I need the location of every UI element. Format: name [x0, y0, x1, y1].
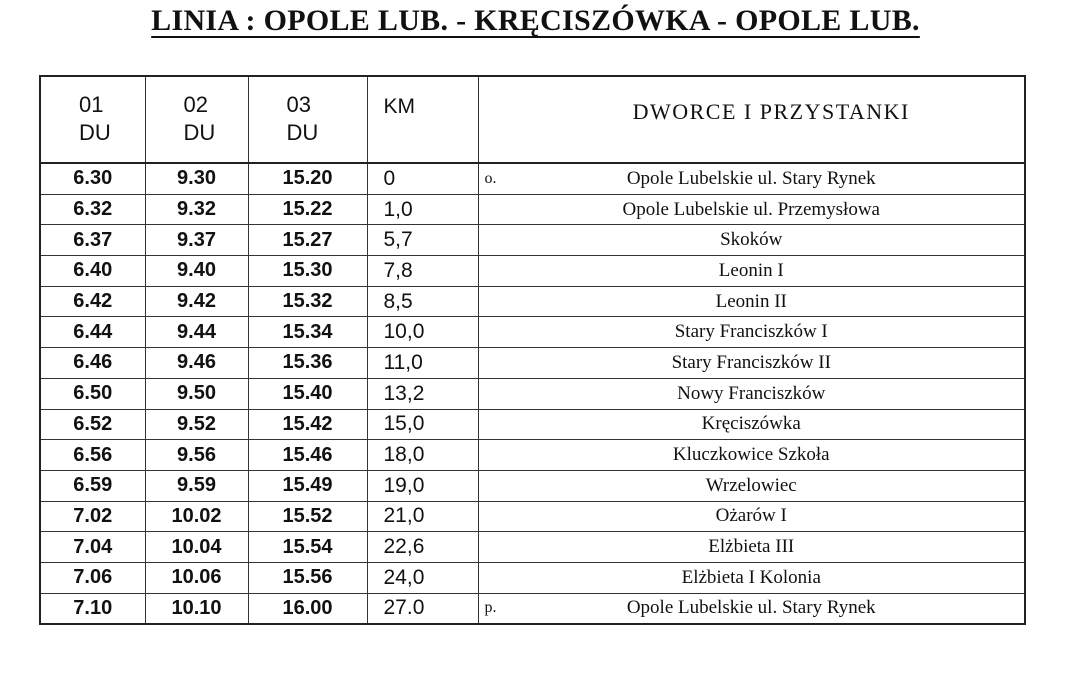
header-stations-label: DWORCE I PRZYSTANKI [632, 99, 910, 124]
header-course-number: 02 [183, 92, 208, 117]
station-cell [478, 470, 1025, 501]
header-course-days: DU [183, 120, 216, 145]
table-row [40, 470, 1025, 501]
station-name: Opole Lubelskie ul. Przemysłowa [622, 198, 880, 220]
station-name: Elżbieta III [708, 536, 795, 558]
departure-time-course-03: 15.54 [248, 532, 367, 563]
station-cell [478, 348, 1025, 379]
station-cell [478, 225, 1025, 256]
header-course-number: 01 [79, 92, 104, 117]
distance-km: 11,0 [367, 348, 478, 379]
departure-time-course-03: 15.46 [248, 440, 367, 471]
departure-time-course-03: 15.36 [248, 348, 367, 379]
departure-time-course-01: 6.32 [40, 194, 145, 225]
departure-time-course-02: 9.56 [145, 440, 248, 471]
station-cell [478, 562, 1025, 593]
header-km-label: KM [383, 95, 415, 118]
departure-time-course-02: 9.37 [145, 225, 248, 256]
departure-time-course-03: 15.42 [248, 409, 367, 440]
departure-time-course-02: 9.44 [145, 317, 248, 348]
station-cell [478, 163, 1025, 194]
departure-time-course-01: 6.42 [40, 286, 145, 317]
departure-time-course-01: 7.04 [40, 532, 145, 563]
departure-time-course-02: 9.40 [145, 256, 248, 287]
distance-km: 19,0 [367, 470, 478, 501]
table-row [40, 317, 1025, 348]
departure-time-course-02: 9.42 [145, 286, 248, 317]
station-name: Leonin II [715, 290, 787, 312]
header-course-01 [40, 76, 145, 163]
distance-km: 18,0 [367, 440, 478, 471]
departure-time-course-01: 6.30 [40, 163, 145, 194]
stop-type-mark: o. [484, 169, 497, 187]
distance-km: 22,6 [367, 532, 478, 563]
station-cell [478, 286, 1025, 317]
header-row [40, 76, 1025, 163]
table-row [40, 562, 1025, 593]
station-name: Stary Franciszków II [671, 351, 831, 373]
station-name: Ożarów I [715, 505, 787, 527]
station-cell [478, 501, 1025, 532]
header-course-02 [145, 76, 248, 163]
distance-km: 27.0 [367, 593, 478, 624]
departure-time-course-01: 7.10 [40, 593, 145, 624]
departure-time-course-02: 10.02 [145, 501, 248, 532]
distance-km: 8,5 [367, 286, 478, 317]
table-row [40, 194, 1025, 225]
station-cell [478, 317, 1025, 348]
station-name: Kręciszówka [701, 413, 801, 435]
departure-time-course-01: 6.46 [40, 348, 145, 379]
stop-type-mark: p. [484, 599, 497, 617]
departure-time-course-03: 15.22 [248, 194, 367, 225]
table-row [40, 378, 1025, 409]
distance-km: 13,2 [367, 378, 478, 409]
title-text: LINIA : OPOLE LUB. - KRĘCISZÓWKA - OPOLE LUB. [151, 4, 920, 37]
table-row [40, 501, 1025, 532]
table-row [40, 286, 1025, 317]
station-cell [478, 440, 1025, 471]
departure-time-course-02: 9.59 [145, 470, 248, 501]
station-cell [478, 409, 1025, 440]
station-cell [478, 194, 1025, 225]
page-title [0, 4, 1071, 38]
station-cell [478, 378, 1025, 409]
station-cell [478, 256, 1025, 287]
distance-km: 7,8 [367, 256, 478, 287]
departure-time-course-03: 15.34 [248, 317, 367, 348]
station-name: Opole Lubelskie ul. Stary Rynek [626, 167, 876, 189]
departure-time-course-02: 9.50 [145, 378, 248, 409]
distance-km: 24,0 [367, 562, 478, 593]
departure-time-course-02: 9.46 [145, 348, 248, 379]
table-row [40, 532, 1025, 563]
departure-time-course-03: 15.40 [248, 378, 367, 409]
distance-km: 15,0 [367, 409, 478, 440]
table-row [40, 256, 1025, 287]
station-cell [478, 593, 1025, 624]
distance-km: 10,0 [367, 317, 478, 348]
departure-time-course-02: 9.32 [145, 194, 248, 225]
table-row [40, 348, 1025, 379]
table-row [40, 440, 1025, 471]
departure-time-course-01: 6.56 [40, 440, 145, 471]
departure-time-course-03: 15.32 [248, 286, 367, 317]
departure-time-course-02: 9.30 [145, 163, 248, 194]
departure-time-course-01: 6.50 [40, 378, 145, 409]
departure-time-course-01: 6.40 [40, 256, 145, 287]
distance-km: 0 [367, 163, 478, 194]
departure-time-course-03: 15.56 [248, 562, 367, 593]
header-course-days: DU [79, 120, 111, 145]
header-course-03 [248, 76, 367, 163]
header-course-days: DU [286, 120, 319, 145]
station-name: Nowy Franciszków [677, 382, 826, 404]
header-km [367, 76, 478, 163]
departure-time-course-01: 6.44 [40, 317, 145, 348]
departure-time-course-02: 10.04 [145, 532, 248, 563]
departure-time-course-03: 15.27 [248, 225, 367, 256]
table-row [40, 593, 1025, 624]
header-course-number: 03 [286, 92, 311, 117]
departure-time-course-01: 7.02 [40, 501, 145, 532]
distance-km: 5,7 [367, 225, 478, 256]
departure-time-course-01: 6.52 [40, 409, 145, 440]
departure-time-course-03: 16.00 [248, 593, 367, 624]
departure-time-course-03: 15.20 [248, 163, 367, 194]
station-cell [478, 532, 1025, 563]
departure-time-course-03: 15.52 [248, 501, 367, 532]
station-name: Leonin I [718, 259, 784, 281]
departure-time-course-03: 15.49 [248, 470, 367, 501]
station-name: Wrzelowiec [705, 474, 797, 496]
departure-time-course-01: 6.59 [40, 470, 145, 501]
distance-km: 21,0 [367, 501, 478, 532]
departure-time-course-02: 10.06 [145, 562, 248, 593]
timetable [39, 75, 1026, 625]
departure-time-course-02: 9.52 [145, 409, 248, 440]
distance-km: 1,0 [367, 194, 478, 225]
timetable-body [40, 163, 1025, 624]
station-name: Opole Lubelskie ul. Stary Rynek [626, 597, 876, 619]
table-row [40, 163, 1025, 194]
departure-time-course-01: 7.06 [40, 562, 145, 593]
table-row [40, 409, 1025, 440]
departure-time-course-03: 15.30 [248, 256, 367, 287]
station-name: Stary Franciszków I [674, 321, 828, 343]
station-name: Elżbieta I Kolonia [681, 566, 821, 588]
station-name: Kluczkowice Szkoła [672, 444, 830, 466]
departure-time-course-01: 6.37 [40, 225, 145, 256]
header-stations [478, 76, 1025, 163]
table-row [40, 225, 1025, 256]
station-name: Skoków [720, 229, 783, 251]
departure-time-course-02: 10.10 [145, 593, 248, 624]
